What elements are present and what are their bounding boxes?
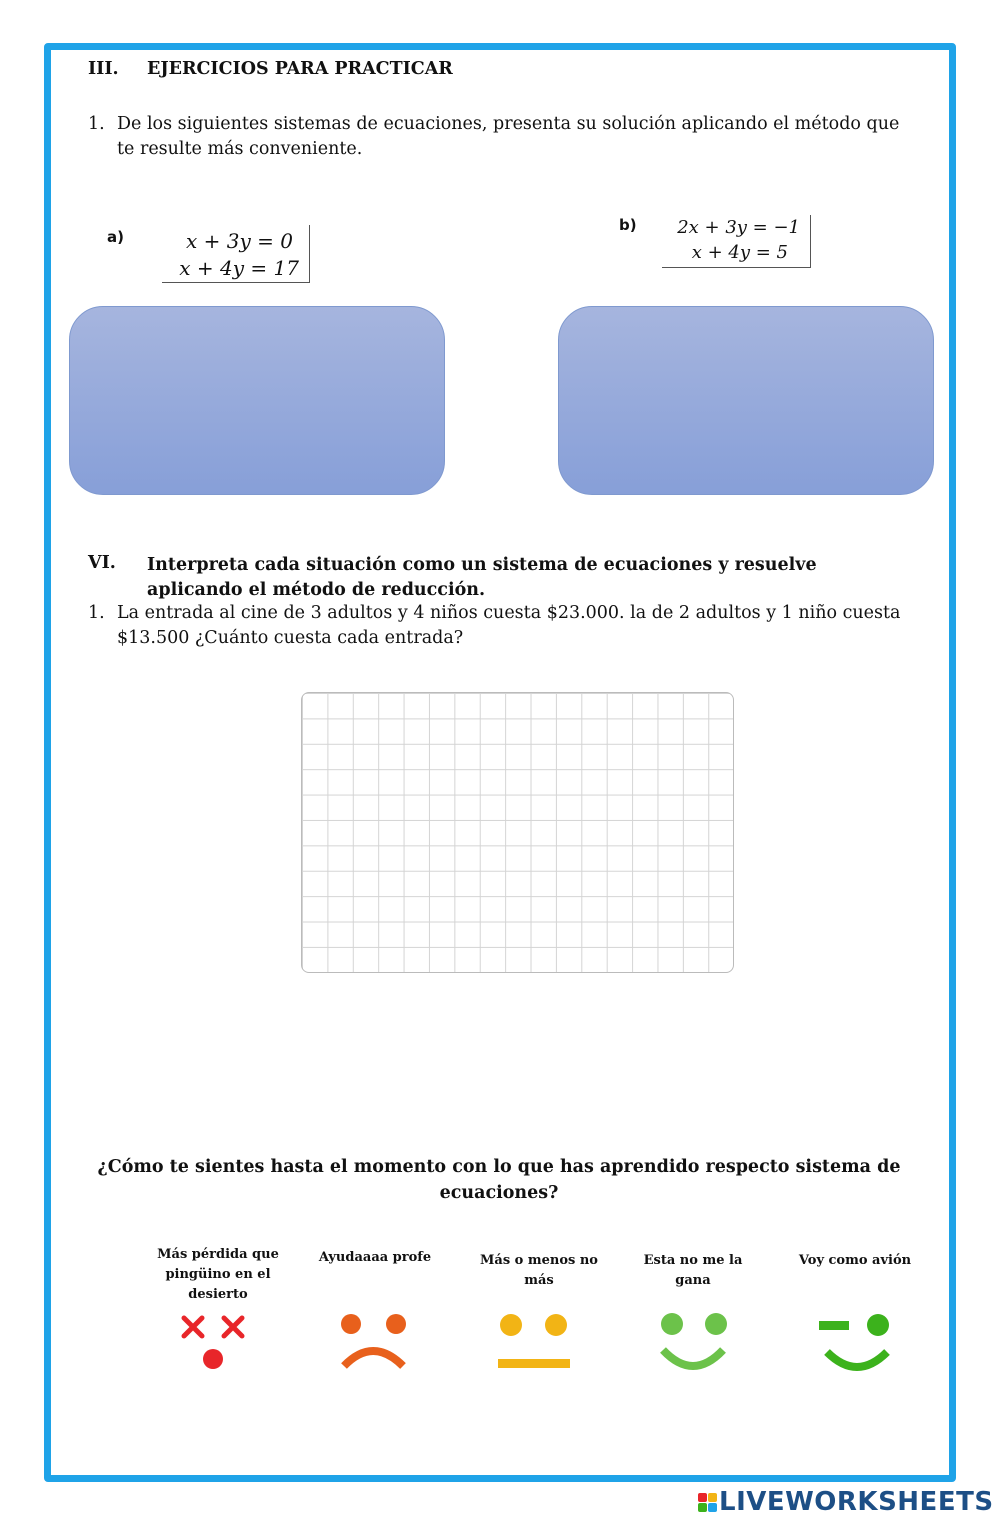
system-b-eq1: 2x + 3y = −1 bbox=[677, 217, 800, 238]
system-a-eq1: x + 3y = 0 bbox=[186, 229, 293, 253]
answer-box-a[interactable] bbox=[69, 306, 445, 495]
system-a-label: a) bbox=[107, 228, 124, 246]
mood-label-lost: Más pérdida que pingüino en el desierto bbox=[157, 1247, 279, 1302]
section-3-item-number: 1. bbox=[88, 114, 105, 134]
feelings-question: ¿Cómo te sientes hasta el momento con lo que has aprendido respecto sistema de ecuaciones? bbox=[97, 1157, 901, 1203]
system-a-equations bbox=[162, 225, 310, 283]
system-b-label: b) bbox=[619, 216, 637, 234]
lost-face-icon[interactable] bbox=[175, 1310, 251, 1374]
answer-box-b[interactable] bbox=[558, 306, 934, 495]
mood-label-so-so: Más o menos no más bbox=[480, 1253, 598, 1288]
section-6-item-text: La entrada al cine de 3 adultos y 4 niños cuesta $23.000. la de 2 adultos y 1 niño cuesta $13.500 ¿Cuánto cuesta cada entrada? bbox=[117, 603, 901, 648]
smile-face-icon[interactable] bbox=[656, 1310, 732, 1374]
wink-face-icon[interactable] bbox=[815, 1310, 895, 1374]
system-a-eq2: x + 4y = 17 bbox=[179, 256, 299, 280]
grid-answer-area[interactable] bbox=[301, 692, 734, 973]
system-b-eq2: x + 4y = 5 bbox=[691, 242, 788, 263]
section-6-item-number: 1. bbox=[88, 603, 105, 623]
section-3-title: EJERCICIOS PARA PRACTICAR bbox=[147, 59, 453, 79]
sad-face-icon[interactable] bbox=[336, 1310, 412, 1374]
logo-badge-icon bbox=[698, 1493, 717, 1512]
mood-label-confident: Esta no me la gana bbox=[643, 1253, 743, 1288]
logo-text: LIVEWORKSHEETS bbox=[719, 1487, 994, 1517]
neutral-face-icon[interactable] bbox=[494, 1310, 574, 1374]
system-b-equations bbox=[662, 215, 811, 268]
mood-label-flying: Voy como avión bbox=[798, 1253, 912, 1268]
section-6-number: VI. bbox=[88, 553, 116, 573]
section-3-number: III. bbox=[88, 59, 119, 79]
mood-label-help: Ayudaaaa profe bbox=[318, 1250, 432, 1265]
liveworksheets-logo bbox=[698, 1487, 994, 1517]
section-6-title: Interpreta cada situación como un sistema de ecuaciones y resuelve aplicando el método de reducción. bbox=[147, 555, 817, 600]
section-3-item-text: De los siguientes sistemas de ecuaciones, presenta su solución aplicando el método que te resulte más conveniente. bbox=[117, 114, 900, 159]
